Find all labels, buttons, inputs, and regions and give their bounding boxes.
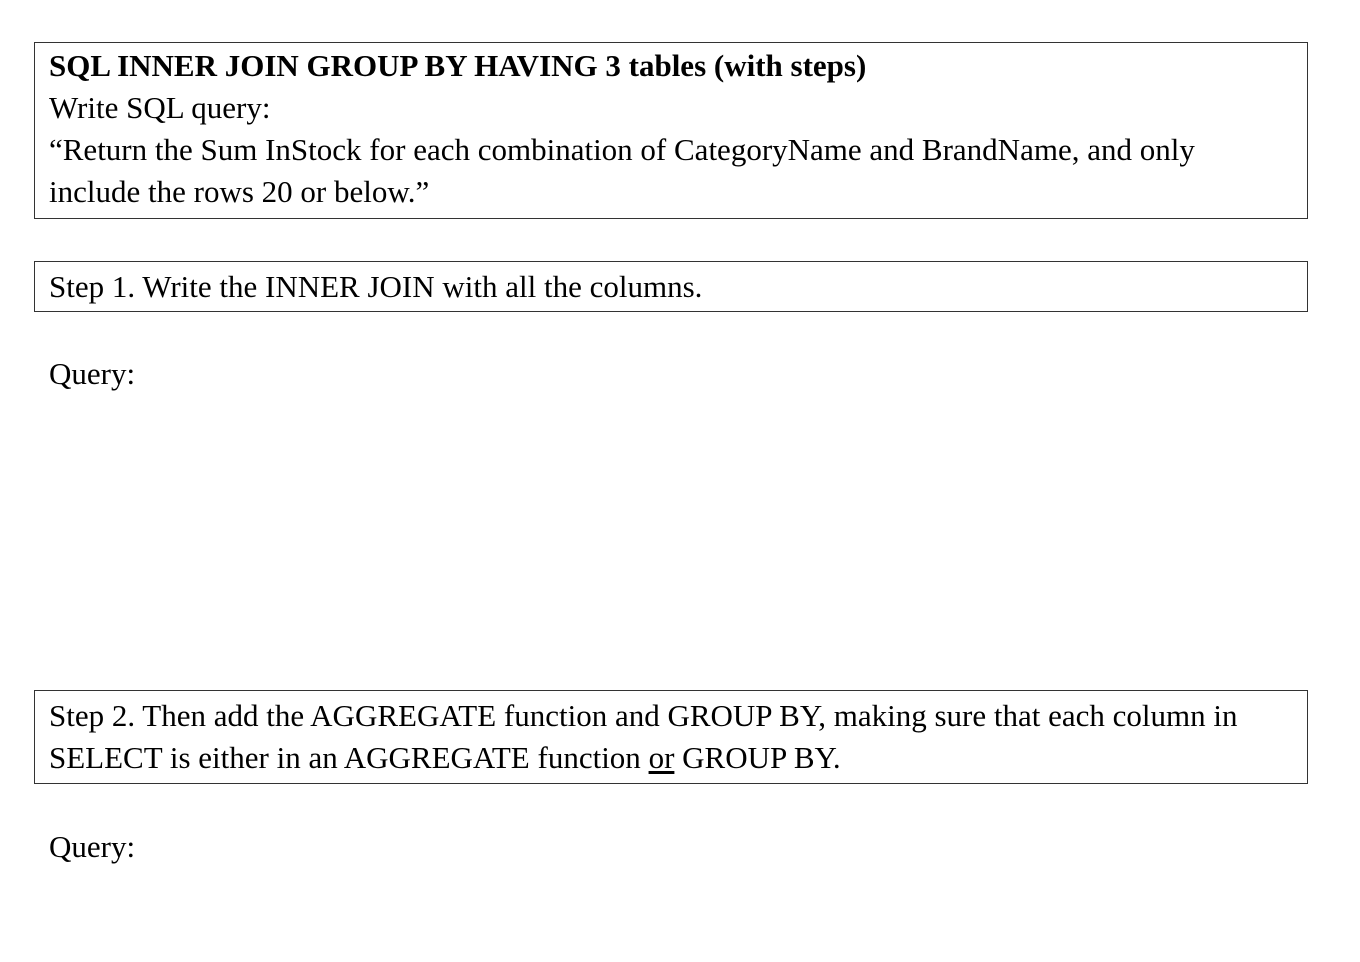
step2-line-1: Step 2. Then add the AGGREGATE function and GROUP BY, making sure that each column in — [49, 698, 1238, 733]
step2-line-2 — [49, 737, 1293, 779]
step2-box — [34, 690, 1308, 784]
step1-box — [34, 261, 1308, 312]
step1-text: Step 1. Write the INNER JOIN with all the columns. — [49, 269, 703, 304]
step2-line-2-start: SELECT is either in an AGGREGATE function — [49, 740, 649, 775]
step2-line-2-end: GROUP BY. — [674, 740, 841, 775]
document-title: SQL INNER JOIN GROUP BY HAVING 3 tables (with steps) — [49, 48, 867, 83]
step1-query-label: Query: — [49, 356, 136, 391]
instruction-text: Write SQL query: — [49, 90, 271, 125]
intro-box — [34, 42, 1308, 219]
step2-query-label: Query: — [49, 829, 136, 864]
step2-underlined-or: or — [648, 740, 675, 775]
prompt-line-2: include the rows 20 or below.” — [49, 174, 430, 209]
prompt-line-1: “Return the Sum InStock for each combination of CategoryName and BrandName, and only — [49, 132, 1195, 167]
